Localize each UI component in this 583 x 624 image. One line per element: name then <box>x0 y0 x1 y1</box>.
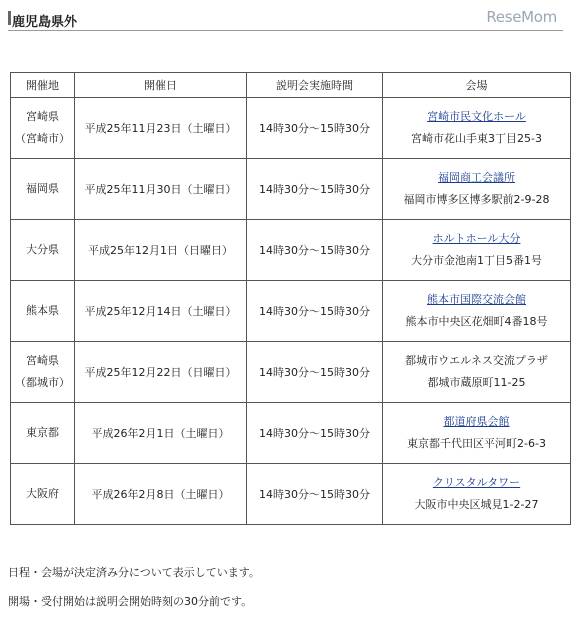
venue-address: 大分市金池南1丁目5番1号 <box>411 254 542 267</box>
cell-venue <box>383 464 571 525</box>
column-header-venue: 会場 <box>383 73 571 98</box>
table-row <box>11 342 571 403</box>
cell-location <box>11 159 75 220</box>
location-text: （宮崎市） <box>15 132 70 145</box>
location-text: 宮崎県 <box>26 110 59 123</box>
cell-location <box>11 403 75 464</box>
cell-time: 14時30分～15時30分 <box>247 281 383 342</box>
cell-time: 14時30分～15時30分 <box>247 464 383 525</box>
column-header-date: 開催日 <box>75 73 247 98</box>
table-row <box>11 281 571 342</box>
cell-location <box>11 98 75 159</box>
section-header <box>8 4 563 31</box>
location-text: （都城市） <box>15 376 70 389</box>
venue-link[interactable]: クリスタルタワー <box>432 476 521 489</box>
venue-link[interactable]: 福岡商工会議所 <box>438 171 515 184</box>
cell-location <box>11 220 75 281</box>
location-text: 大阪府 <box>26 487 59 500</box>
venue-link[interactable]: 都道府県会館 <box>443 415 510 428</box>
notes <box>8 566 260 624</box>
cell-time: 14時30分～15時30分 <box>247 342 383 403</box>
column-header-location: 開催地 <box>11 73 75 98</box>
cell-venue <box>383 159 571 220</box>
cell-location <box>11 281 75 342</box>
cell-date: 平成26年2月8日（土曜日） <box>75 464 247 525</box>
cell-time: 14時30分～15時30分 <box>247 220 383 281</box>
cell-time: 14時30分～15時30分 <box>247 159 383 220</box>
venue-name: 都城市ウエルネス交流プラザ <box>405 354 548 367</box>
title-accent-bar <box>8 11 11 25</box>
brand-logo: ReseMom <box>486 8 557 26</box>
venue-address: 福岡市博多区博多駅前2-9-28 <box>403 193 550 206</box>
table-header-row <box>11 73 571 98</box>
venue-link[interactable]: ホルトホール大分 <box>432 232 521 245</box>
section-title: 鹿児島県外 <box>12 15 78 30</box>
table-row <box>11 403 571 464</box>
location-text: 福岡県 <box>26 182 59 195</box>
cell-venue <box>383 281 571 342</box>
venue-address: 宮崎市花山手東3丁目25-3 <box>411 132 542 145</box>
cell-date: 平成25年11月23日（土曜日） <box>75 98 247 159</box>
cell-location <box>11 342 75 403</box>
venue-link[interactable]: 宮崎市民文化ホール <box>427 110 526 123</box>
cell-date: 平成25年12月14日（土曜日） <box>75 281 247 342</box>
cell-venue <box>383 220 571 281</box>
table-row <box>11 98 571 159</box>
column-header-time: 説明会実施時間 <box>247 73 383 98</box>
cell-venue <box>383 342 571 403</box>
table-row <box>11 220 571 281</box>
cell-date: 平成25年12月22日（日曜日） <box>75 342 247 403</box>
cell-date: 平成25年11月30日（土曜日） <box>75 159 247 220</box>
cell-date: 平成26年2月1日（土曜日） <box>75 403 247 464</box>
location-text: 東京都 <box>26 426 59 439</box>
cell-time: 14時30分～15時30分 <box>247 403 383 464</box>
cell-location <box>11 464 75 525</box>
location-text: 宮崎県 <box>26 354 59 367</box>
location-text: 熊本県 <box>26 304 59 317</box>
venue-address: 都城市蔵原町11-25 <box>427 376 526 389</box>
note-schedule: 日程・会場が決定済み分について表示しています。 <box>8 566 260 579</box>
table-row <box>11 159 571 220</box>
venue-address: 大阪市中央区城見1-2-27 <box>414 498 539 511</box>
cell-time: 14時30分～15時30分 <box>247 98 383 159</box>
cell-venue <box>383 403 571 464</box>
briefing-schedule-table <box>10 72 571 525</box>
table-row <box>11 464 571 525</box>
cell-date: 平成25年12月1日（日曜日） <box>75 220 247 281</box>
venue-address: 東京都千代田区平河町2-6-3 <box>407 437 546 450</box>
venue-link[interactable]: 熊本市国際交流会館 <box>427 293 526 306</box>
cell-venue <box>383 98 571 159</box>
venue-address: 熊本市中央区花畑町4番18号 <box>405 315 548 328</box>
note-reception: 開場・受付開始は説明会開始時刻の30分前です。 <box>8 595 253 608</box>
location-text: 大分県 <box>26 243 59 256</box>
